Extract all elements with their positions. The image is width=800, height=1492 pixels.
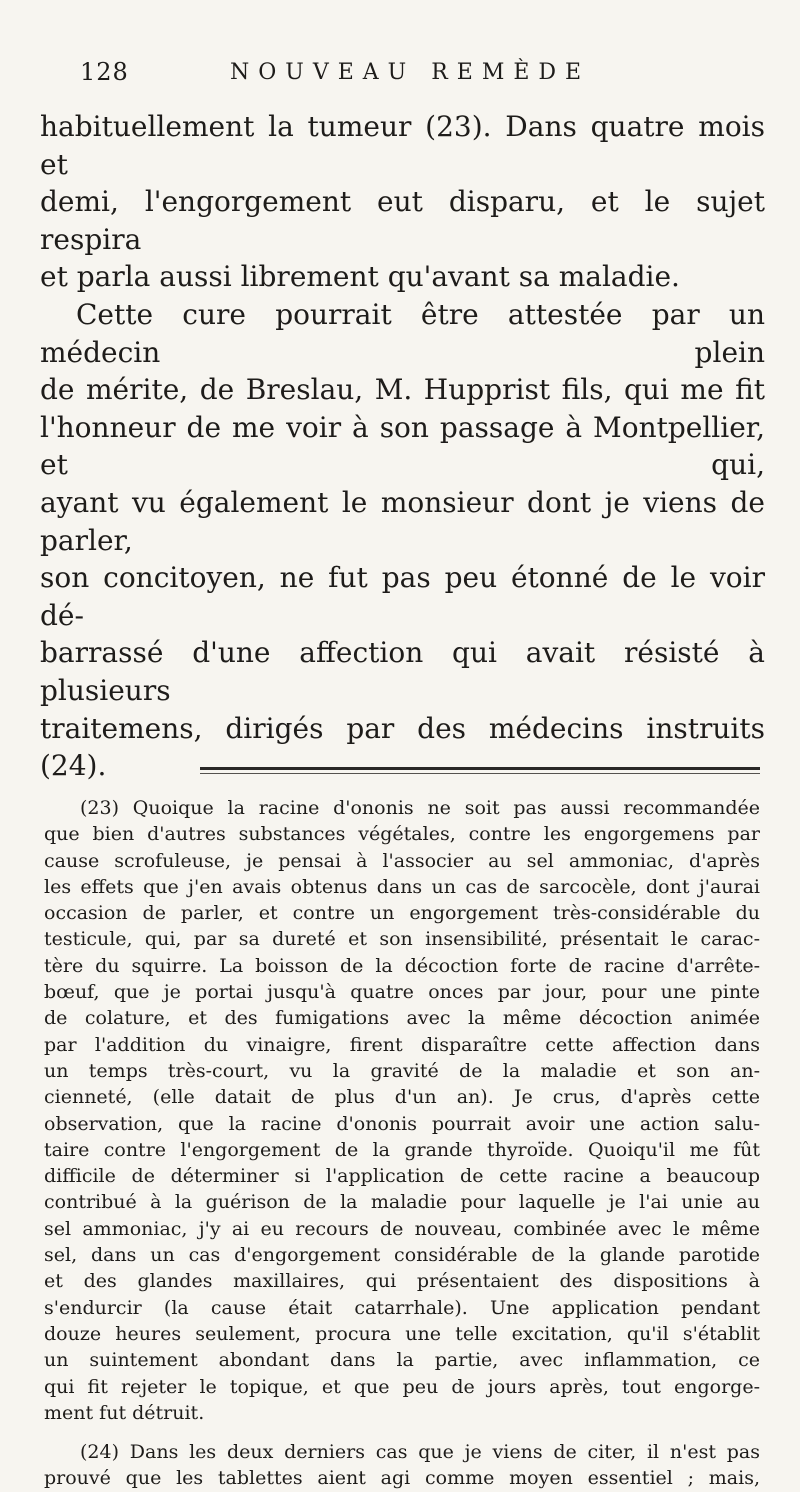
footnote-24 xyxy=(44,1439,760,1492)
text-line: l'honneur de me voir à son passage à Montpellier, et qui, xyxy=(40,410,765,482)
footnote-rule-thin xyxy=(200,773,760,774)
running-title: NOUVEAU REMÈDE xyxy=(230,60,591,85)
text-line: barrassé d'une affection qui avait résisté à plusieurs xyxy=(40,636,765,707)
footnote-line: taire contre l'engorgement de la grande thyroïde. Quoiqu'il me fût xyxy=(44,1138,760,1161)
footnote-line: par l'addition du vinaigre, firent disparaître cette affection dans xyxy=(44,1033,760,1056)
footnote-line: qui fit rejeter le topique, et que peu de jours après, tout engorge- xyxy=(44,1375,760,1398)
text-line: habituellement la tumeur (23). Dans quatre mois et xyxy=(40,110,765,181)
page-number: 128 xyxy=(80,58,129,86)
footnote-line: (24) Dans les deux derniers cas que je viens de citer, il n'est pas xyxy=(80,1441,760,1464)
footnote-line: ment fut détruit. xyxy=(44,1401,205,1424)
footnotes xyxy=(44,795,760,1492)
page-header xyxy=(40,58,760,98)
footnote-gap xyxy=(44,1426,760,1439)
footnote-line: cienneté, (elle datait de plus d'un an). Je crus, d'après cette xyxy=(44,1086,760,1109)
footnote-line: et des glandes maxillaires, qui présentaient des dispositions à xyxy=(44,1270,760,1293)
footnote-line: s'endurcir (la cause était catarrhale). Une application pendant xyxy=(44,1296,760,1319)
text-line: et parla aussi librement qu'avant sa maladie. xyxy=(40,260,680,294)
text-line: ayant vu également le monsieur dont je viens de parler, xyxy=(40,485,765,557)
footnote-line: un suintement abondant dans la partie, avec inflammation, ce xyxy=(44,1349,760,1372)
footnote-line: sel ammoniac, j'y ai eu recours de nouveau, combinée avec le même xyxy=(44,1217,760,1240)
footnote-23 xyxy=(44,795,760,1426)
footnote-line: que bien d'autres substances végétales, contre les engorgemens par xyxy=(44,823,760,846)
footnote-line: testicule, qui, par sa dureté et son insensibilité, présentait le carac- xyxy=(44,928,760,951)
footnote-line: un temps très-court, vu la gravité de la maladie et son an- xyxy=(44,1059,760,1082)
text-line: Cette cure pourrait être attestée par un médecin plein xyxy=(40,297,765,369)
footnote-line: contribué à la guérison de la maladie pour laquelle je l'ai unie au xyxy=(44,1191,760,1214)
text-line: traitemens, dirigés par des médecins instruits (24). xyxy=(40,711,765,783)
text-line: de mérite, de Breslau, M. Hupprist fils, qui me fit xyxy=(40,373,765,407)
footnote-rule xyxy=(200,767,760,770)
main-text xyxy=(40,108,765,785)
footnote-line: cause scrofuleuse, je pensai à l'associer au sel ammoniac, d'après xyxy=(44,849,760,872)
footnote-line: de colature, et des fumigations avec la même décoction animée xyxy=(44,1007,760,1030)
footnote-line: bœuf, que je portai jusqu'à quatre onces par jour, pour une pinte xyxy=(44,981,760,1004)
footnote-line: les effets que j'en avais obtenus dans un cas de sarcocèle, dont j'aurai xyxy=(44,875,760,898)
text-line: demi, l'engorgement eut disparu, et le sujet respira xyxy=(40,185,765,256)
footnote-line: occasion de parler, et contre un engorgement très-considérable du xyxy=(44,902,760,925)
footnote-line: tère du squirre. La boisson de la décoction forte de racine d'arrête- xyxy=(44,954,760,977)
footnote-line: difficile de déterminer si l'application de cette racine a beaucoup xyxy=(44,1165,760,1188)
footnote-line: sel, dans un cas d'engorgement considérable de la glande parotide xyxy=(44,1244,760,1267)
footnote-line: douze heures seulement, procura une telle excitation, qu'il s'établit xyxy=(44,1322,760,1345)
text-line: son concitoyen, ne fut pas peu étonné de le voir dé- xyxy=(40,561,765,632)
footnote-line: observation, que la racine d'ononis pourrait avoir une action salu- xyxy=(44,1112,760,1135)
footnote-line: (23) Quoique la racine d'ononis ne soit pas aussi recommandée xyxy=(80,797,760,819)
footnote-line: prouvé que les tablettes aient agi comme moyen essentiel ; mais, xyxy=(44,1467,760,1490)
